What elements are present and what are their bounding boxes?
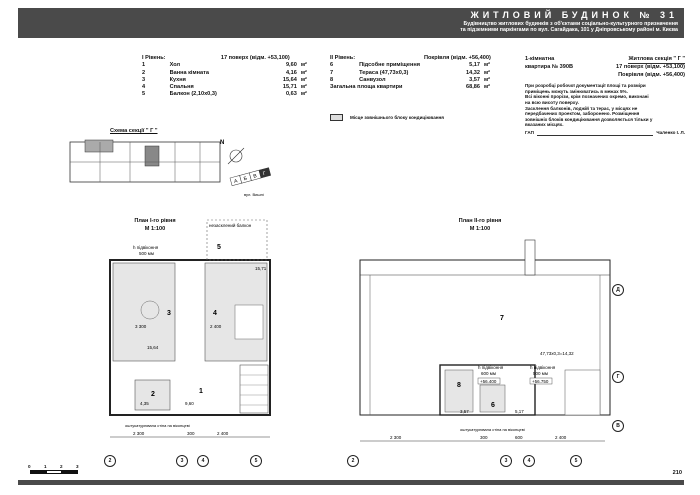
svg-text:3,57: 3,57	[460, 409, 469, 414]
gap-label: ГАП	[525, 129, 534, 135]
svg-text:+56.750: +56.750	[532, 379, 549, 384]
apartment-notes: При розробці робочої документації площі та розміри приміщень можуть змінюватись в межах 5%. Всі віконні прорізи, крім позначених окремо, виконані на всю висоту поверху. Засклення балконів, лоджій та терас, у місцях не передбачених проектом, заборонено. Розміщення зовнішніх блоків кондиціювання дозволяється тільки у вказаних місцях.	[525, 83, 653, 128]
apartment-section: Житлова секція " Г "	[628, 56, 685, 64]
svg-text:2 300: 2 300	[390, 435, 402, 440]
svg-text:А: А	[233, 178, 239, 185]
svg-text:незасклений балкон: незасклений балкон	[209, 223, 252, 228]
axis-marker: В	[612, 420, 624, 432]
apartment-type: 1-кімнатна	[525, 56, 555, 62]
plan2-title: План ІІ-го рівня	[458, 218, 502, 224]
axis-marker: Г	[612, 371, 624, 383]
bed-icon	[235, 305, 263, 339]
svg-text:9,60: 9,60	[185, 401, 194, 406]
svg-text:оштукатурювана стіна на віконц: оштукатурювана стіна на віконцеві	[125, 423, 190, 428]
svg-text:6: 6	[491, 402, 495, 409]
svg-text:h підвіконня: h підвіконня	[530, 365, 556, 370]
svg-text:4: 4	[213, 310, 217, 317]
axis-marker: 2	[104, 455, 116, 467]
svg-text:300: 300	[480, 435, 488, 440]
svg-text:2 400: 2 400	[210, 324, 222, 329]
table-row: 8 Санвузол 3,57 м²	[330, 76, 490, 83]
svg-text:300: 300	[187, 431, 195, 436]
level1-table	[140, 55, 309, 99]
legend-text: Місце зовнішнього блоку кондиціювання	[350, 115, 444, 120]
table-row: 4 Спальня 15,71 м²	[142, 84, 307, 91]
apartment-info: 1-кімнатна Житлова секція " Г " квартира № 390В 17 поверх (відм. +53,100) Покрівля (відм. +56,400) При розробці робочої документації площі та розміри приміщень можуть змінюватись в межах 5%. Всі віконні прорізи, крім позначених окремо, виконані на всю висоту поверху. Засклення балконів, лоджій та терас, у місцях не передбачених проектом, заборонено. Розміщення зовнішніх блоків кондиціювання дозволяється тільки у вказаних місцях. ГАП Чаленко І. Л.	[525, 56, 685, 135]
footer-band	[18, 480, 684, 485]
svg-text:В: В	[252, 173, 258, 180]
svg-text:3 300: 3 300	[135, 324, 147, 329]
page-number: 210	[672, 470, 682, 476]
svg-text:600 мм: 600 мм	[481, 371, 496, 376]
level1-floor: 17 поверх (відм. +53,100)	[220, 55, 290, 61]
svg-text:500 мм: 500 мм	[139, 251, 154, 256]
level2-title: ІІ Рівень:	[330, 55, 356, 61]
svg-text:8: 8	[457, 382, 461, 389]
table-row: 2 Ванна кімната 4,16 м²	[142, 69, 307, 76]
svg-text:1: 1	[199, 388, 203, 395]
svg-text:Г: Г	[262, 170, 267, 178]
apartment-number: квартира № 390В	[525, 64, 574, 71]
svg-text:4,35: 4,35	[140, 401, 149, 406]
svg-text:15,64: 15,64	[147, 345, 159, 350]
ac-unit-legend-swatch	[330, 114, 343, 121]
svg-text:Б: Б	[243, 175, 248, 183]
axis-marker: 3	[176, 455, 188, 467]
axis-marker: 4	[197, 455, 209, 467]
stair-icon	[240, 365, 268, 413]
scale-bar	[30, 470, 78, 474]
table-row: 6 Підсобне приміщення 5,17 м²	[330, 62, 490, 69]
header-band	[18, 8, 684, 38]
axis-marker: 5	[250, 455, 262, 467]
svg-text:h підвіконня: h підвіконня	[133, 245, 159, 250]
wc-room	[445, 370, 473, 412]
document-title: ЖИТЛОВИЙ БУДИНОК № 31	[470, 10, 678, 20]
svg-text:5,17: 5,17	[515, 409, 524, 414]
svg-text:2 300: 2 300	[133, 431, 145, 436]
table-row: 7 Тераса (47,73х0,3) 14,32 м²	[330, 69, 490, 76]
axis-marker: Д	[612, 284, 624, 296]
axis-marker: 4	[523, 455, 535, 467]
plan2-drawing	[345, 235, 615, 435]
svg-text:2: 2	[151, 391, 155, 398]
axis-marker: 3	[500, 455, 512, 467]
section-scheme-title: Схема секції " Г "	[110, 128, 158, 134]
plan1-drawing	[95, 215, 285, 450]
table-row: 1 Хол 9,60 м²	[142, 62, 307, 69]
total-row: Загальна площа квартири 68,86 м²	[330, 84, 490, 91]
level2-floor: Покрівля (відм. +56,400)	[423, 55, 491, 61]
svg-text:+56.400: +56.400	[480, 379, 497, 384]
svg-text:2 400: 2 400	[217, 431, 229, 436]
section-scheme	[60, 136, 280, 198]
north-label: N	[220, 140, 225, 146]
table-row: 3 Кухня 15,64 м²	[142, 76, 307, 83]
svg-text:47,73x0,3=14,32: 47,73x0,3=14,32	[540, 351, 574, 356]
svg-text:h підвіконня: h підвіконня	[478, 365, 504, 370]
plan2-scale: М 1:100	[469, 226, 491, 232]
table-row: 5 Балкон (2,10х0,3) 0,63 м²	[142, 91, 307, 98]
plan1-title: План І-го рівня	[134, 218, 176, 224]
svg-text:15,71: 15,71	[255, 266, 267, 271]
document-subtitle: Будівництво житлових будинків з об'єктами соціально-культурного призначення та підземними паркінгами по вул. Сагайдака, 101 у Дніпровському районі м. Києва	[460, 21, 678, 33]
level2-table	[328, 55, 493, 91]
svg-text:5: 5	[217, 244, 221, 251]
plan2-dimension-line	[345, 435, 615, 447]
author: Чаленко І. Л.	[656, 129, 685, 135]
svg-text:3: 3	[167, 310, 171, 317]
svg-text:2 400: 2 400	[555, 435, 567, 440]
level1-title: І Рівень:	[142, 55, 166, 61]
svg-text:600: 600	[515, 435, 523, 440]
axis-marker: 2	[347, 455, 359, 467]
svg-text:оштукатурювана стіна на віконц: оштукатурювана стіна на віконцеві	[460, 427, 525, 432]
stair-icon	[565, 370, 600, 415]
svg-text:500 мм: 500 мм	[533, 371, 548, 376]
plan1-scale: М 1:100	[144, 226, 166, 232]
street-note: вул. Вишні	[244, 192, 264, 197]
svg-text:7: 7	[500, 315, 504, 322]
kitchen-room	[113, 263, 175, 361]
axis-marker: 5	[570, 455, 582, 467]
